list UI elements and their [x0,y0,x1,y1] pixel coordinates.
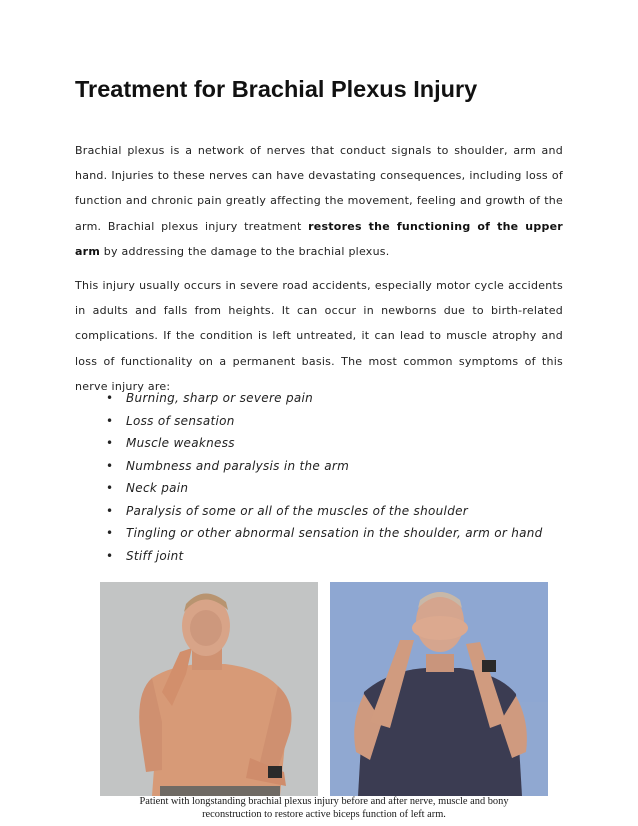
before-photo [100,582,318,796]
bullet-icon: • [106,458,114,473]
symptom-text: Burning, sharp or severe pain [126,391,314,405]
list-item [106,410,543,433]
intro-paragraph [75,138,563,264]
patient-photos [100,582,548,796]
figure-caption [90,795,558,821]
list-item [106,477,543,500]
symptom-text: Numbness and paralysis in the arm [126,458,350,473]
after-photo [330,582,548,796]
intro-emphasis: restores the functioning of the upper arm [75,219,563,258]
list-item [106,522,543,545]
page-title: Treatment for Brachial Plexus Injury [75,76,478,102]
symptom-text: Muscle weakness [126,436,235,450]
bullet-icon: • [106,391,114,405]
symptom-text: Tingling or other abnormal sensation in the shoulder, arm or hand [126,526,543,540]
symptom-text: Loss of sensation [126,413,235,428]
bullet-icon: • [106,503,114,518]
before-photo-illustration [100,582,318,796]
bullet-icon: • [106,436,114,450]
bullet-icon: • [106,526,114,540]
bullet-icon: • [106,548,114,563]
caption-line: reconstruction to restore active biceps function of left arm. [202,809,446,820]
after-photo-illustration [330,582,548,796]
causes-paragraph: This injury usually occurs in severe road accidents, especially motor cycle accidents in adults and falls from heights. It can occur in newborns due to birth-related complications. If the condition is left untreated, it can lead to muscle atrophy and loss of functionality on a permanent basis. The most common symptoms of this nerve injury are: [75,279,563,393]
intro-text-start: Brachial plexus is a network of nerves that conduct signals to shoulder, arm and hand. Injuries to these nerves can have devastating consequences, including loss of function and chronic pain greatly affecting the movement, feeling and growth of the arm. Brachial plexus injury treatment [75,144,563,233]
symptom-list [106,387,543,567]
list-item [106,545,543,568]
symptom-text: Neck pain [126,481,189,495]
list-item [106,500,543,523]
symptom-text: Stiff joint [126,548,184,563]
bullet-icon: • [106,413,114,428]
intro-text-end: by addressing the damage to the brachial plexus. [100,244,390,258]
list-item [106,387,543,410]
bullet-icon: • [106,481,114,495]
symptom-text: Paralysis of some or all of the muscles of the shoulder [126,503,469,518]
caption-line: Patient with longstanding brachial plexus injury before and after nerve, muscle and bony [139,796,509,807]
list-item [106,455,543,478]
list-item [106,432,543,455]
